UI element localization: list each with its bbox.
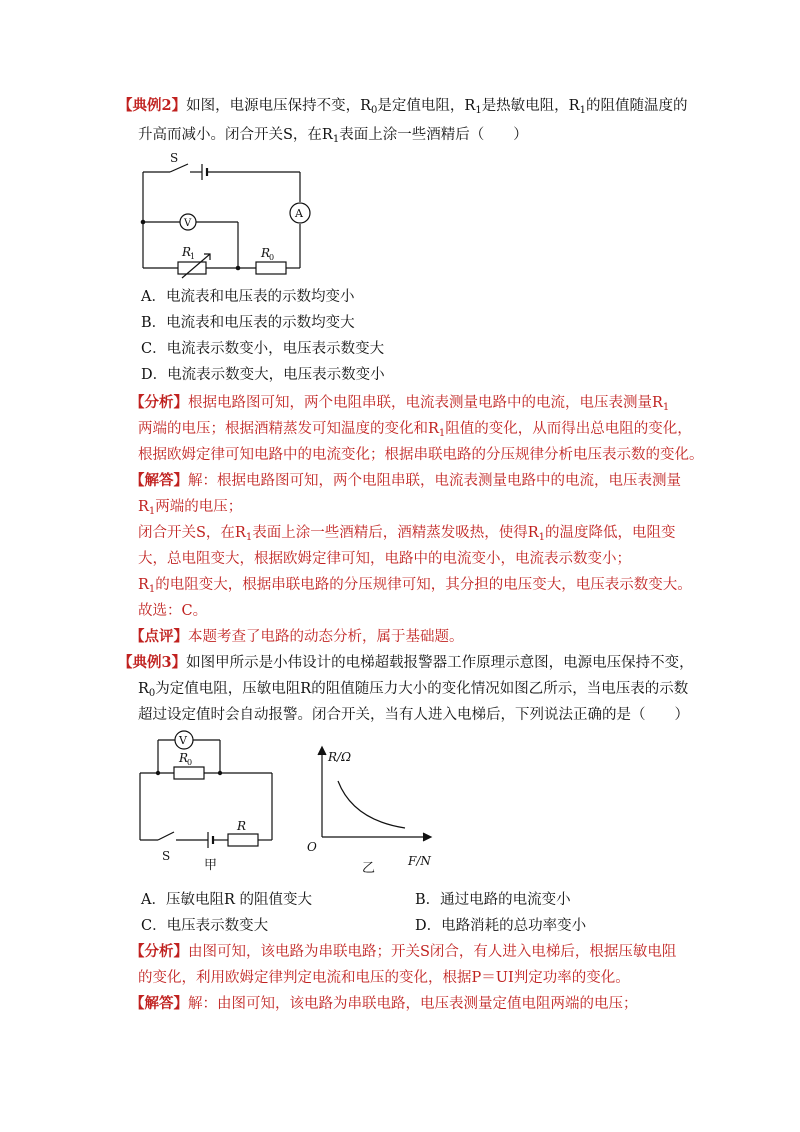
ex3-circuit-diagram	[130, 728, 290, 873]
ex2-option-a[interactable]: A．电流表和电压表的示数均变小	[141, 289, 355, 305]
ex2-analysis-line1: 【分析】根据电路图可知，两个电阻串联，电流表测量电路中的电流，电压表测量$R_1$	[130, 394, 670, 413]
svg-text:V: V	[184, 218, 192, 229]
ex2-answer-line2: $R_1$两端的电压；	[138, 499, 243, 517]
ex2-question-line2: 升高而减小。闭合开关S，在$R_1$表面上涂一些酒精后（ ）	[138, 127, 528, 145]
ex2-answer-line4: 大，总电阻变大，根据欧姆定律可知，电路中的电流变小，电流表示数变小；	[138, 551, 631, 567]
svg-text:0: 0	[187, 758, 193, 767]
svg-text:R/Ω: R/Ω	[328, 750, 352, 764]
svg-text:0: 0	[269, 253, 275, 262]
ex3-option-d[interactable]: D．电路消耗的总功率变小	[415, 918, 587, 934]
ex2-option-d[interactable]: D．电流表示数变大，电压表示数变小	[141, 367, 385, 383]
svg-text:R: R	[237, 819, 247, 833]
ex3-r-resistor	[228, 834, 258, 846]
ex3-option-a[interactable]: A．压敏电阻R 的阻值变大	[141, 892, 312, 908]
ex3-switch	[158, 832, 174, 840]
ex2-comment: 【点评】本题考查了电路的动态分析，属于基础题。	[130, 628, 464, 645]
svg-text:R: R	[179, 751, 189, 765]
ex2-option-c[interactable]: C．电流表示数变小，电压表示数变大	[141, 341, 385, 357]
ex2-switch	[170, 164, 188, 172]
svg-text:V: V	[179, 734, 187, 747]
ex2-question-line1: 【典例2】如图，电源电压保持不变，$R_0$是定值电阻，$R_1$是热敏电阻，$R_1$的阻值随温度的	[118, 97, 688, 116]
ex2-tag: 【典例2】	[118, 97, 187, 114]
ex3-r0-resistor	[174, 767, 204, 779]
ex3-option-b[interactable]: B．通过电路的电流变小	[415, 892, 571, 908]
ex2-answer-line1: 【解答】解：根据电路图可知，两个电阻串联，电流表测量电路中的电流，电压表测量	[130, 472, 681, 489]
ex2-option-b[interactable]: B．电流表和电压表的示数均变大	[141, 315, 355, 331]
ex2-answer-line3: 闭合开关S，在$R_1$表面上涂一些酒精后，酒精蒸发吸热，使得$R_1$的温度降低，电阻变	[138, 525, 676, 543]
ex3-graph	[305, 745, 455, 880]
ex3-option-c[interactable]: C．电压表示数变大	[141, 918, 269, 934]
svg-text:1: 1	[190, 252, 196, 261]
svg-text:R: R	[261, 246, 271, 260]
ex3-analysis-line2: 的变化，利用欧姆定律判定电流和电压的变化，根据P＝UI判定功率的变化。	[138, 970, 630, 986]
ex2-analysis-line3: 根据欧姆定律可知电路中的电流变化；根据串联电路的分压规律分析电压表示数的变化。	[138, 447, 704, 463]
ex2-answer-line6: 故选：C。	[138, 603, 208, 619]
svg-text:A: A	[295, 207, 303, 220]
ex2-r1-resistor	[178, 262, 206, 274]
ex3-question-line3: 超过设定值时会自动报警。闭合开关，当有人进入电梯后，下列说法正确的是（ ）	[138, 707, 689, 723]
ex2-circuit-diagram	[130, 150, 330, 280]
ex2-analysis-line2: 两端的电压；根据酒精蒸发可知温度的变化和$R_1$阻值的变化，从而得出总电阻的变化，	[138, 421, 692, 439]
ex3-answer-line1: 【解答】解：由图可知，该电路为串联电路，电压表测量定值电阻两端的电压；	[130, 995, 638, 1012]
svg-text:S: S	[170, 151, 179, 165]
ex2-answer-line5: $R_1$的电阻变大，根据串联电路的分压规律可知，其分担的电压变大，电压表示数变大。	[138, 577, 692, 595]
ex3-question-line2: $R_0$为定值电阻，压敏电阻R的阻值随压力大小的变化情况如图乙所示，当电压表的示数	[138, 681, 689, 699]
ex3-curve	[338, 781, 405, 828]
svg-text:F/N: F/N	[408, 854, 431, 868]
ex2-r0-resistor	[256, 262, 286, 274]
ex3-tag: 【典例3】	[118, 654, 187, 671]
ex3-analysis-line1: 【分析】由图可知，该电路为串联电路；开关S闭合，有人进入电梯后，根据压敏电阻	[130, 943, 677, 960]
svg-text:乙: 乙	[362, 861, 376, 876]
svg-text:O: O	[307, 840, 317, 854]
ex3-question-line1: 【典例3】如图甲所示是小伟设计的电梯超载报警器工作原理示意图，电源电压保持不变，	[118, 654, 694, 671]
svg-text:甲: 甲	[204, 858, 218, 873]
svg-text:S: S	[162, 849, 171, 863]
svg-text:R: R	[182, 245, 192, 259]
